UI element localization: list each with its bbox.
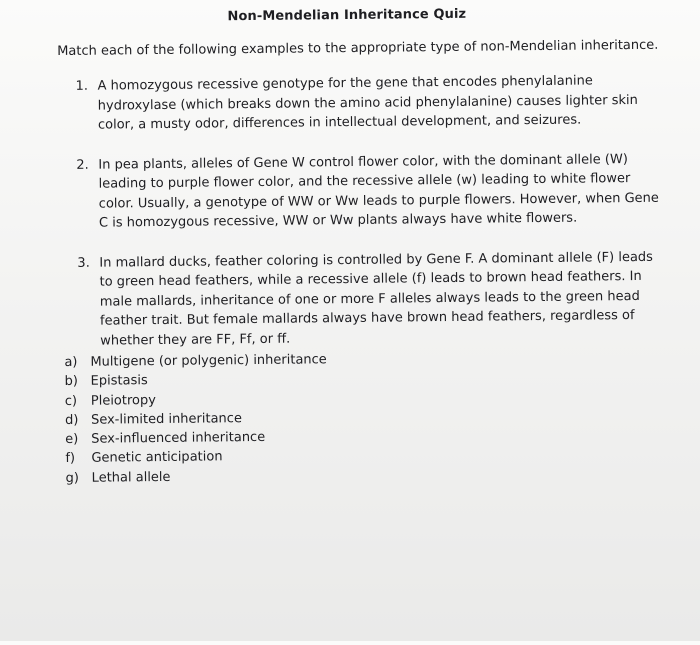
option-text: Lethal allele: [91, 469, 171, 486]
option-text: Pleiotropy: [90, 392, 156, 409]
option-text: Genetic anticipation: [91, 449, 223, 467]
option-a: [64, 350, 327, 372]
option-letter: f): [65, 451, 76, 467]
question-2: [76, 149, 667, 233]
option-letter: e): [65, 432, 79, 448]
question-1: [75, 71, 666, 136]
option-text: Multigene (or polygenic) inheritance: [90, 352, 327, 370]
question-number: 3.: [77, 255, 90, 271]
question-text: In mallard ducks, feather coloring is controlled by Gene F. A dominant allele (F) leads to green head feathers, while a recessive allele (f) leads to brown head feathers. In male mallards, inheritance of one or more F alleles always leads to the green head feather trait. But female mallards always have brown head feathers, regardless of whether they are FF, Ff, or ff.: [99, 249, 653, 349]
option-text: Sex-influenced inheritance: [91, 430, 266, 447]
option-g: [66, 466, 329, 488]
question-3: [77, 247, 668, 351]
question-text: In pea plants, alleles of Gene W control flower color, with the dominant allele (W) leading to purple flower color, and the recessive allele (w) leading to white flower color. Usually, a genotype of WW or Ww leads to purple flowers. However, when Gene C is homozygous recessive, WW or Ww plants always have white flowers.: [98, 151, 659, 231]
option-letter: d): [64, 412, 79, 428]
option-letter: a): [64, 354, 78, 370]
question-number: 1.: [75, 78, 89, 94]
question-list: [75, 71, 668, 371]
option-letter: b): [64, 374, 79, 390]
answer-options: [64, 350, 328, 488]
option-letter: g): [65, 470, 80, 486]
question-number: 2.: [76, 157, 89, 173]
quiz-instructions: Match each of the following examples to the appropriate type of non-Mendelian inheritance.: [57, 37, 659, 60]
option-letter: c): [64, 393, 78, 409]
question-text: A homozygous recessive genotype for the gene that encodes phenylalanine hydroxylase (which breaks down the amino acid phenylalanine) causes lighter skin color, a musty odor, differences in intellectual development, and seizures.: [97, 73, 638, 133]
option-text: Epistasis: [90, 373, 148, 390]
quiz-title: Non-Mendelian Inheritance Quiz: [227, 6, 467, 25]
option-text: Sex-limited inheritance: [90, 411, 242, 428]
